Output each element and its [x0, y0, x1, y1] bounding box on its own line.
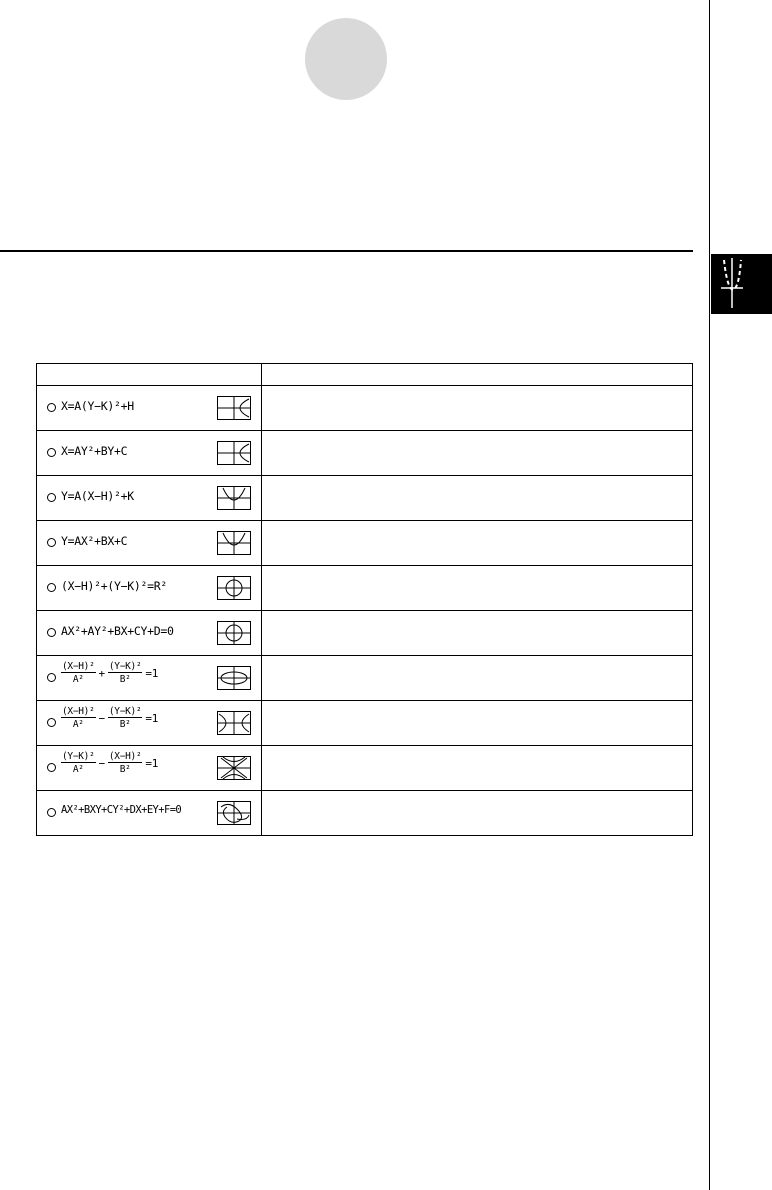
frac-numerator: (X−H)² — [108, 751, 142, 762]
frac-numerator: (X−H)² — [62, 661, 95, 672]
frac-denominator: B² — [119, 764, 131, 775]
radio-bullet[interactable] — [47, 718, 56, 727]
hyperbola-vertical-icon — [217, 756, 251, 780]
parabola-vertical-icon — [217, 531, 251, 555]
radio-bullet[interactable] — [47, 403, 56, 412]
table-row[interactable] — [37, 611, 693, 656]
frac-denominator: A² — [72, 719, 84, 730]
equation-rhs: =1 — [145, 756, 159, 770]
formula-text: Y=AX²+BX+C — [61, 534, 128, 548]
formula-fraction — [61, 661, 158, 685]
hyperbola-horizontal-icon — [217, 711, 251, 735]
circle-icon — [217, 576, 251, 600]
formula-text: (X−H)²+(Y−K)²=R² — [61, 579, 167, 593]
parabola-horizontal-icon — [217, 441, 251, 465]
radio-bullet[interactable] — [47, 583, 56, 592]
frac-denominator: B² — [119, 719, 131, 730]
radio-bullet[interactable] — [47, 763, 56, 772]
frac-numerator: (X−H)² — [62, 706, 95, 717]
margin-rule — [709, 0, 710, 1190]
description-cell — [262, 791, 693, 836]
conic-tab-icon — [711, 254, 772, 314]
table-header-description — [262, 364, 693, 386]
conic-forms-table — [36, 363, 693, 836]
equation-rhs: =1 — [145, 666, 159, 680]
circle-icon — [217, 621, 251, 645]
frac-denominator: A² — [72, 764, 84, 775]
parabola-horizontal-icon — [217, 396, 251, 420]
general-conic-icon — [217, 801, 251, 825]
formula-text: AX²+BXY+CY²+DX+EY+F=0 — [61, 804, 182, 816]
formula-fraction — [61, 751, 158, 775]
radio-bullet[interactable] — [47, 808, 56, 817]
table-row[interactable] — [37, 431, 693, 476]
radio-bullet[interactable] — [47, 628, 56, 637]
radio-bullet[interactable] — [47, 493, 56, 502]
description-cell — [262, 521, 693, 566]
equation-rhs: =1 — [145, 711, 159, 725]
radio-bullet[interactable] — [47, 448, 56, 457]
table-header-form — [37, 364, 262, 386]
section-rule — [0, 250, 693, 252]
formula-text: AX²+AY²+BX+CY+D=0 — [61, 624, 174, 638]
operator: − — [98, 756, 105, 770]
formula-fraction — [61, 706, 158, 730]
description-cell — [262, 431, 693, 476]
formula-text: X=A(Y−K)²+H — [61, 399, 134, 413]
description-cell — [262, 386, 693, 431]
ellipse-icon — [217, 666, 251, 690]
chapter-circle — [305, 18, 387, 100]
radio-bullet[interactable] — [47, 673, 56, 682]
description-cell — [262, 746, 693, 791]
table-row[interactable] — [37, 386, 693, 431]
formula-text: X=AY²+BY+C — [61, 444, 128, 458]
frac-numerator: (Y−K)² — [108, 706, 142, 717]
operator: − — [98, 711, 105, 725]
description-cell — [262, 701, 693, 746]
frac-denominator: A² — [72, 674, 84, 685]
table-row[interactable] — [37, 746, 693, 791]
parabola-vertical-icon — [217, 486, 251, 510]
radio-bullet[interactable] — [47, 538, 56, 547]
description-cell — [262, 656, 693, 701]
table-row[interactable] — [37, 791, 693, 836]
chapter-tab — [711, 254, 772, 314]
table-row[interactable] — [37, 521, 693, 566]
table-row[interactable] — [37, 566, 693, 611]
description-cell — [262, 476, 693, 521]
frac-denominator: B² — [119, 674, 131, 685]
operator: + — [98, 666, 105, 680]
frac-numerator: (Y−K)² — [108, 661, 142, 672]
description-cell — [262, 566, 693, 611]
description-cell — [262, 611, 693, 656]
table-row[interactable] — [37, 476, 693, 521]
table-row[interactable] — [37, 701, 693, 746]
table-row[interactable] — [37, 656, 693, 701]
formula-text: Y=A(X−H)²+K — [61, 489, 134, 503]
frac-numerator: (Y−K)² — [62, 751, 95, 762]
